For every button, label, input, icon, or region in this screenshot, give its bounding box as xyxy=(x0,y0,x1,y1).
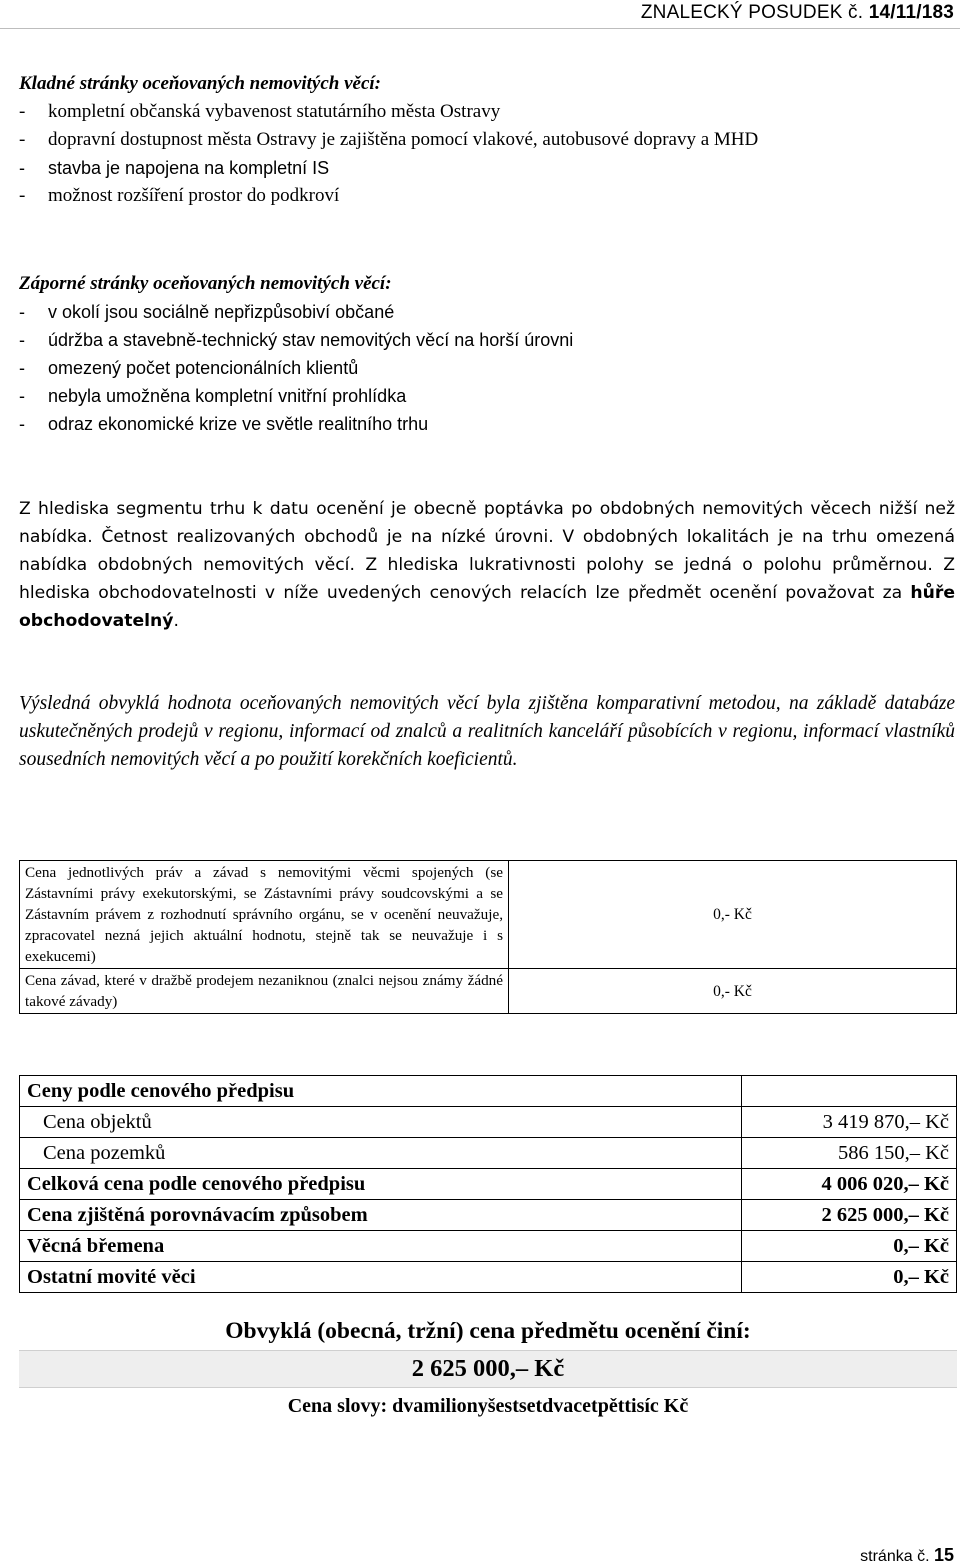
price-value: 3 419 870,– Kč xyxy=(742,1107,957,1138)
method-note: Výsledná obvyklá hodnota oceňovaných nemovitých věcí byla zjištěna komparativní metodou, na základě databáze uskutečněných prodejů v regionu, informací od znalců a realitních kanceláří působících v regionu, informací vlastníků sousedních nemovitých věcí a po použití korekčních koeficientů. xyxy=(19,693,955,770)
final-amount: 2 625 000,– Kč xyxy=(19,1350,957,1388)
price-value: 4 006 020,– Kč xyxy=(742,1169,957,1200)
list-item: - nebyla umožněna kompletní vnitřní prohlídka xyxy=(19,382,955,410)
market-end: . xyxy=(173,611,179,631)
table-row xyxy=(20,1200,957,1231)
page-header xyxy=(641,2,954,24)
table-row xyxy=(20,861,957,969)
header-number: 14/11/183 xyxy=(868,2,954,23)
encumbrance-label: Cena jednotlivých práv a závad s nemovitými věcmi spojených (se Zástavními právy exekutorskými, se Zástavními právy soudcovskými a se Zástavním právem z rozhodnutí správního orgánu, se v ocenění neuvažuje, zpracovatel nezná jejich aktuální hodnotu, stejně tak se neuvažuje i s exekucemi) xyxy=(20,861,509,969)
list-item: - v okolí jsou sociálně nepřizpůsobiví občané xyxy=(19,298,955,326)
final-words: Cena slovy: dvamilionyšestsetdvacetpěttisíc Kč xyxy=(287,1395,689,1417)
market-text: Z hlediska segmentu trhu k datu ocenění je obecně poptávka po obdobných nemovitých věcech nižší než nabídka. Četnost realizovaných obchodů je na nízké úrovni. V obdobných lokalitách je na trhu omezená nabídka obdobných nemovitých věcí. Z hlediska lukrativnosti polohy se jedná o polohu průměrnou. Z hlediska obchodovatelnosti v níže uvedených cenových relacích lze předmět ocenění považovat za xyxy=(19,499,955,603)
page-number: 15 xyxy=(933,1545,954,1565)
table-row xyxy=(20,1076,957,1107)
prices-table xyxy=(19,1075,957,1293)
encumbrance-label: Cena závad, které v dražbě prodejem nezaniknou (znalci nejsou známy žádné takové závady) xyxy=(20,969,509,1014)
encumbrance-value: 0,- Kč xyxy=(509,861,957,969)
final-title: Obvyklá (obecná, tržní) cena předmětu ocenění činí: xyxy=(225,1318,751,1344)
price-value: 0,– Kč xyxy=(742,1231,957,1262)
table-row xyxy=(20,1107,957,1138)
price-value: 2 625 000,– Kč xyxy=(742,1200,957,1231)
list-item: - údržba a stavebně-technický stav nemovitých věcí na horší úrovni xyxy=(19,326,955,354)
price-label: Cena objektů xyxy=(20,1107,742,1138)
price-label: Věcná břemena xyxy=(20,1231,742,1262)
positives-section xyxy=(19,70,955,210)
prices-header: Ceny podle cenového předpisu xyxy=(20,1076,742,1107)
price-label: Ostatní movité věci xyxy=(20,1262,742,1293)
table-row xyxy=(20,1169,957,1200)
encumbrances-table xyxy=(19,860,957,1014)
table-row xyxy=(20,969,957,1014)
negatives-heading: Záporné stránky oceňovaných nemovitých věcí: xyxy=(19,273,392,294)
list-item: - dopravní dostupnost města Ostravy je zajištěna pomocí vlakové, autobusové dopravy a MHD xyxy=(19,126,955,154)
negatives-section xyxy=(19,270,955,438)
table-row xyxy=(20,1262,957,1293)
positives-list xyxy=(19,98,955,210)
list-item: - stavba je napojena na kompletní IS xyxy=(19,154,955,182)
price-value: 0,– Kč xyxy=(742,1262,957,1293)
list-item: - odraz ekonomické krize ve světle realitního trhu xyxy=(19,410,955,438)
price-label: Cena zjištěná porovnávacím způsobem xyxy=(20,1200,742,1231)
header-title: ZNALECKÝ POSUDEK č. xyxy=(640,2,864,23)
price-label: Cena pozemků xyxy=(20,1138,742,1169)
market-paragraph xyxy=(19,495,955,635)
encumbrance-value: 0,- Kč xyxy=(509,969,957,1014)
negatives-list xyxy=(19,298,955,438)
price-label: Celková cena podle cenového předpisu xyxy=(20,1169,742,1200)
prices-header-empty xyxy=(742,1076,957,1107)
table-row xyxy=(20,1138,957,1169)
table-row xyxy=(20,1231,957,1262)
header-divider xyxy=(0,28,960,29)
list-item: - kompletní občanská vybavenost statutárního města Ostravy xyxy=(19,98,955,126)
positives-heading: Kladné stránky oceňovaných nemovitých věcí: xyxy=(19,73,381,94)
price-value: 586 150,– Kč xyxy=(742,1138,957,1169)
list-item: - možnost rozšíření prostor do podkroví xyxy=(19,182,955,210)
list-item: - omezený počet potencionálních klientů xyxy=(19,354,955,382)
footer-label: stránka č. xyxy=(860,1548,930,1565)
page-footer xyxy=(860,1545,954,1566)
market-bold: hůře obchodovatelný xyxy=(19,583,955,631)
